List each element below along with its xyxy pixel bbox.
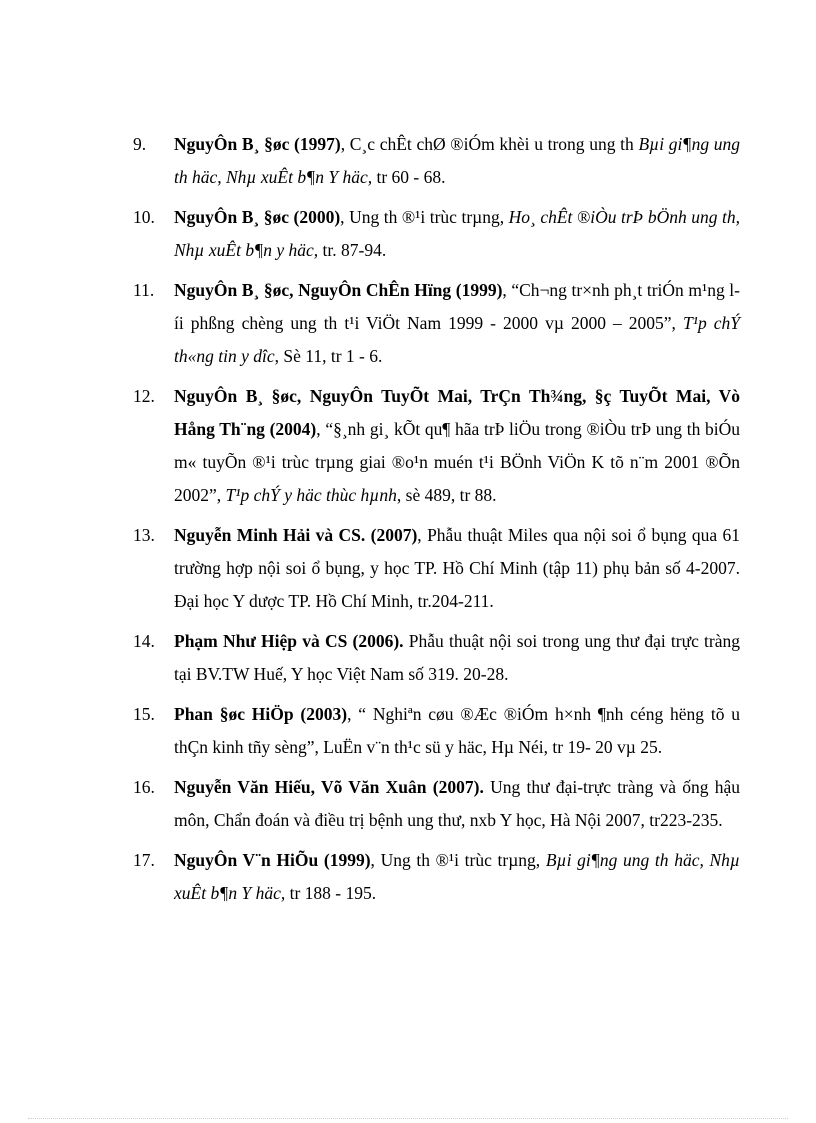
reference-separator: , bbox=[340, 207, 350, 227]
reference-source: T¹p chÝ y häc thùc hµnh bbox=[225, 485, 397, 505]
reference-item bbox=[133, 844, 740, 910]
reference-pages: , Sè 11, tr 1 - 6. bbox=[274, 346, 383, 366]
reference-number: 12. bbox=[133, 386, 155, 406]
reference-source: Bµi gi¶ng ung th häc, Nhµ xuÊt b¶n Y häc, bbox=[174, 134, 740, 187]
reference-authors: NguyÔn B¸ §øc (1997) bbox=[174, 134, 341, 154]
reference-source: Ho¸ chÊt ®iÒu trÞ bÖnh ung th, Nhµ xuÊt b¶n y häc, bbox=[174, 207, 740, 260]
reference-source: T¹p chÝ th«ng tin y dîc bbox=[174, 313, 740, 366]
reference-item bbox=[133, 519, 740, 618]
reference-authors: Nguyễn Minh Hải và CS. (2007) bbox=[174, 525, 418, 545]
reference-separator: , bbox=[340, 134, 350, 154]
reference-text: Phẫu thuật Miles qua nội soi ổ bụng qua 61 trường hợp nội soi ổ bụng, y học TP. Hồ Chí Minh (tập 11) phụ bản số 4-2007. Đại học Y dược TP. Hồ Chí Minh, tr.204-211. bbox=[174, 525, 740, 611]
reference-authors: NguyÔn B¸ §øc (2000) bbox=[174, 207, 341, 227]
reference-text: Ung th ®¹i trùc trµng, bbox=[349, 207, 509, 227]
reference-pages: , sè 489, tr 88. bbox=[396, 485, 497, 505]
reference-item bbox=[133, 128, 740, 194]
reference-authors: Phạm Như Hiệp và CS (2006). bbox=[174, 631, 404, 651]
reference-number: 16. bbox=[133, 777, 155, 797]
reference-text: “§¸nh gi¸ kÕt qu¶ hãa trÞ liÖu trong ®iÒu trÞ ung th biÓu m« tuyÕn ®¹i trùc trµng giai ®o¹n muén t¹i BÖnh ViÖn K tõ n¨m 2001 ®Õn 2002”, bbox=[174, 419, 741, 505]
reference-number: 17. bbox=[133, 850, 155, 870]
reference-pages: tr 60 - 68. bbox=[372, 167, 446, 187]
reference-item bbox=[133, 274, 740, 373]
reference-number: 9. bbox=[133, 134, 147, 154]
reference-text: Phẫu thuật nội soi trong ung thư đại trực tràng tại BV.TW Huế, Y học Việt Nam số 319. 20-28. bbox=[174, 631, 741, 684]
reference-authors: NguyÔn V¨n HiÕu (1999) bbox=[174, 850, 371, 870]
reference-list bbox=[133, 128, 740, 917]
reference-number: 10. bbox=[133, 207, 155, 227]
reference-separator: , bbox=[370, 850, 381, 870]
reference-pages: tr 188 - 195. bbox=[285, 883, 377, 903]
page-bottom-divider bbox=[28, 1118, 788, 1119]
reference-separator: , bbox=[502, 280, 512, 300]
reference-separator: , bbox=[316, 419, 326, 439]
reference-text: Ung th ®¹i trùc trµng, bbox=[380, 850, 546, 870]
reference-authors: Phan §øc HiÖp (2003) bbox=[174, 704, 348, 724]
reference-number: 11. bbox=[133, 280, 155, 300]
reference-source: Bµi gi¶ng ung th häc, Nhµ xuÊt b¶n Y häc, bbox=[174, 850, 740, 903]
reference-number: 15. bbox=[133, 704, 155, 724]
reference-separator: , bbox=[347, 704, 359, 724]
reference-authors: NguyÔn B¸ §øc, NguyÔn ChÊn Hïng (1999) bbox=[174, 280, 503, 300]
reference-number: 14. bbox=[133, 631, 155, 651]
reference-number: 13. bbox=[133, 525, 155, 545]
reference-authors: NguyÔn B¸ §øc, NguyÔn TuyÕt Mai, TrÇn Th¾ng, §ç TuyÕt Mai, Vò Hång Th¨ng (2004) bbox=[174, 386, 740, 439]
reference-text: “Ch¬ng tr×nh ph¸t triÓn m¹ng líi phßng chèng ung th t¹i ViÖt Nam 1999 - 2000 vµ 2000 – 2005”, bbox=[174, 280, 740, 333]
reference-item bbox=[133, 625, 740, 691]
reference-separator: , bbox=[417, 525, 428, 545]
reference-pages: tr. 87-94. bbox=[318, 240, 387, 260]
reference-item bbox=[133, 771, 740, 837]
reference-item bbox=[133, 201, 740, 267]
reference-item bbox=[133, 698, 740, 764]
reference-text: C¸c chÊt chØ ®iÓm khèi u trong ung th bbox=[349, 134, 639, 154]
reference-text: “ Nghiªn cøu ®Æc ®iÓm h×nh ¶nh céng hëng tõ u thÇn kinh tñy sèng”, LuËn v¨n th¹c sü y häc, Hµ Néi, tr 19- 20 vµ 25. bbox=[174, 704, 741, 757]
reference-text: Ung thư đại-trực tràng và ống hậu môn, Chẩn đoán và điều trị bệnh ung thư, nxb Y học, Hà Nội 2007, tr223-235. bbox=[174, 777, 740, 830]
reference-item bbox=[133, 380, 740, 512]
reference-authors: Nguyễn Văn Hiếu, Võ Văn Xuân (2007). bbox=[174, 777, 484, 797]
